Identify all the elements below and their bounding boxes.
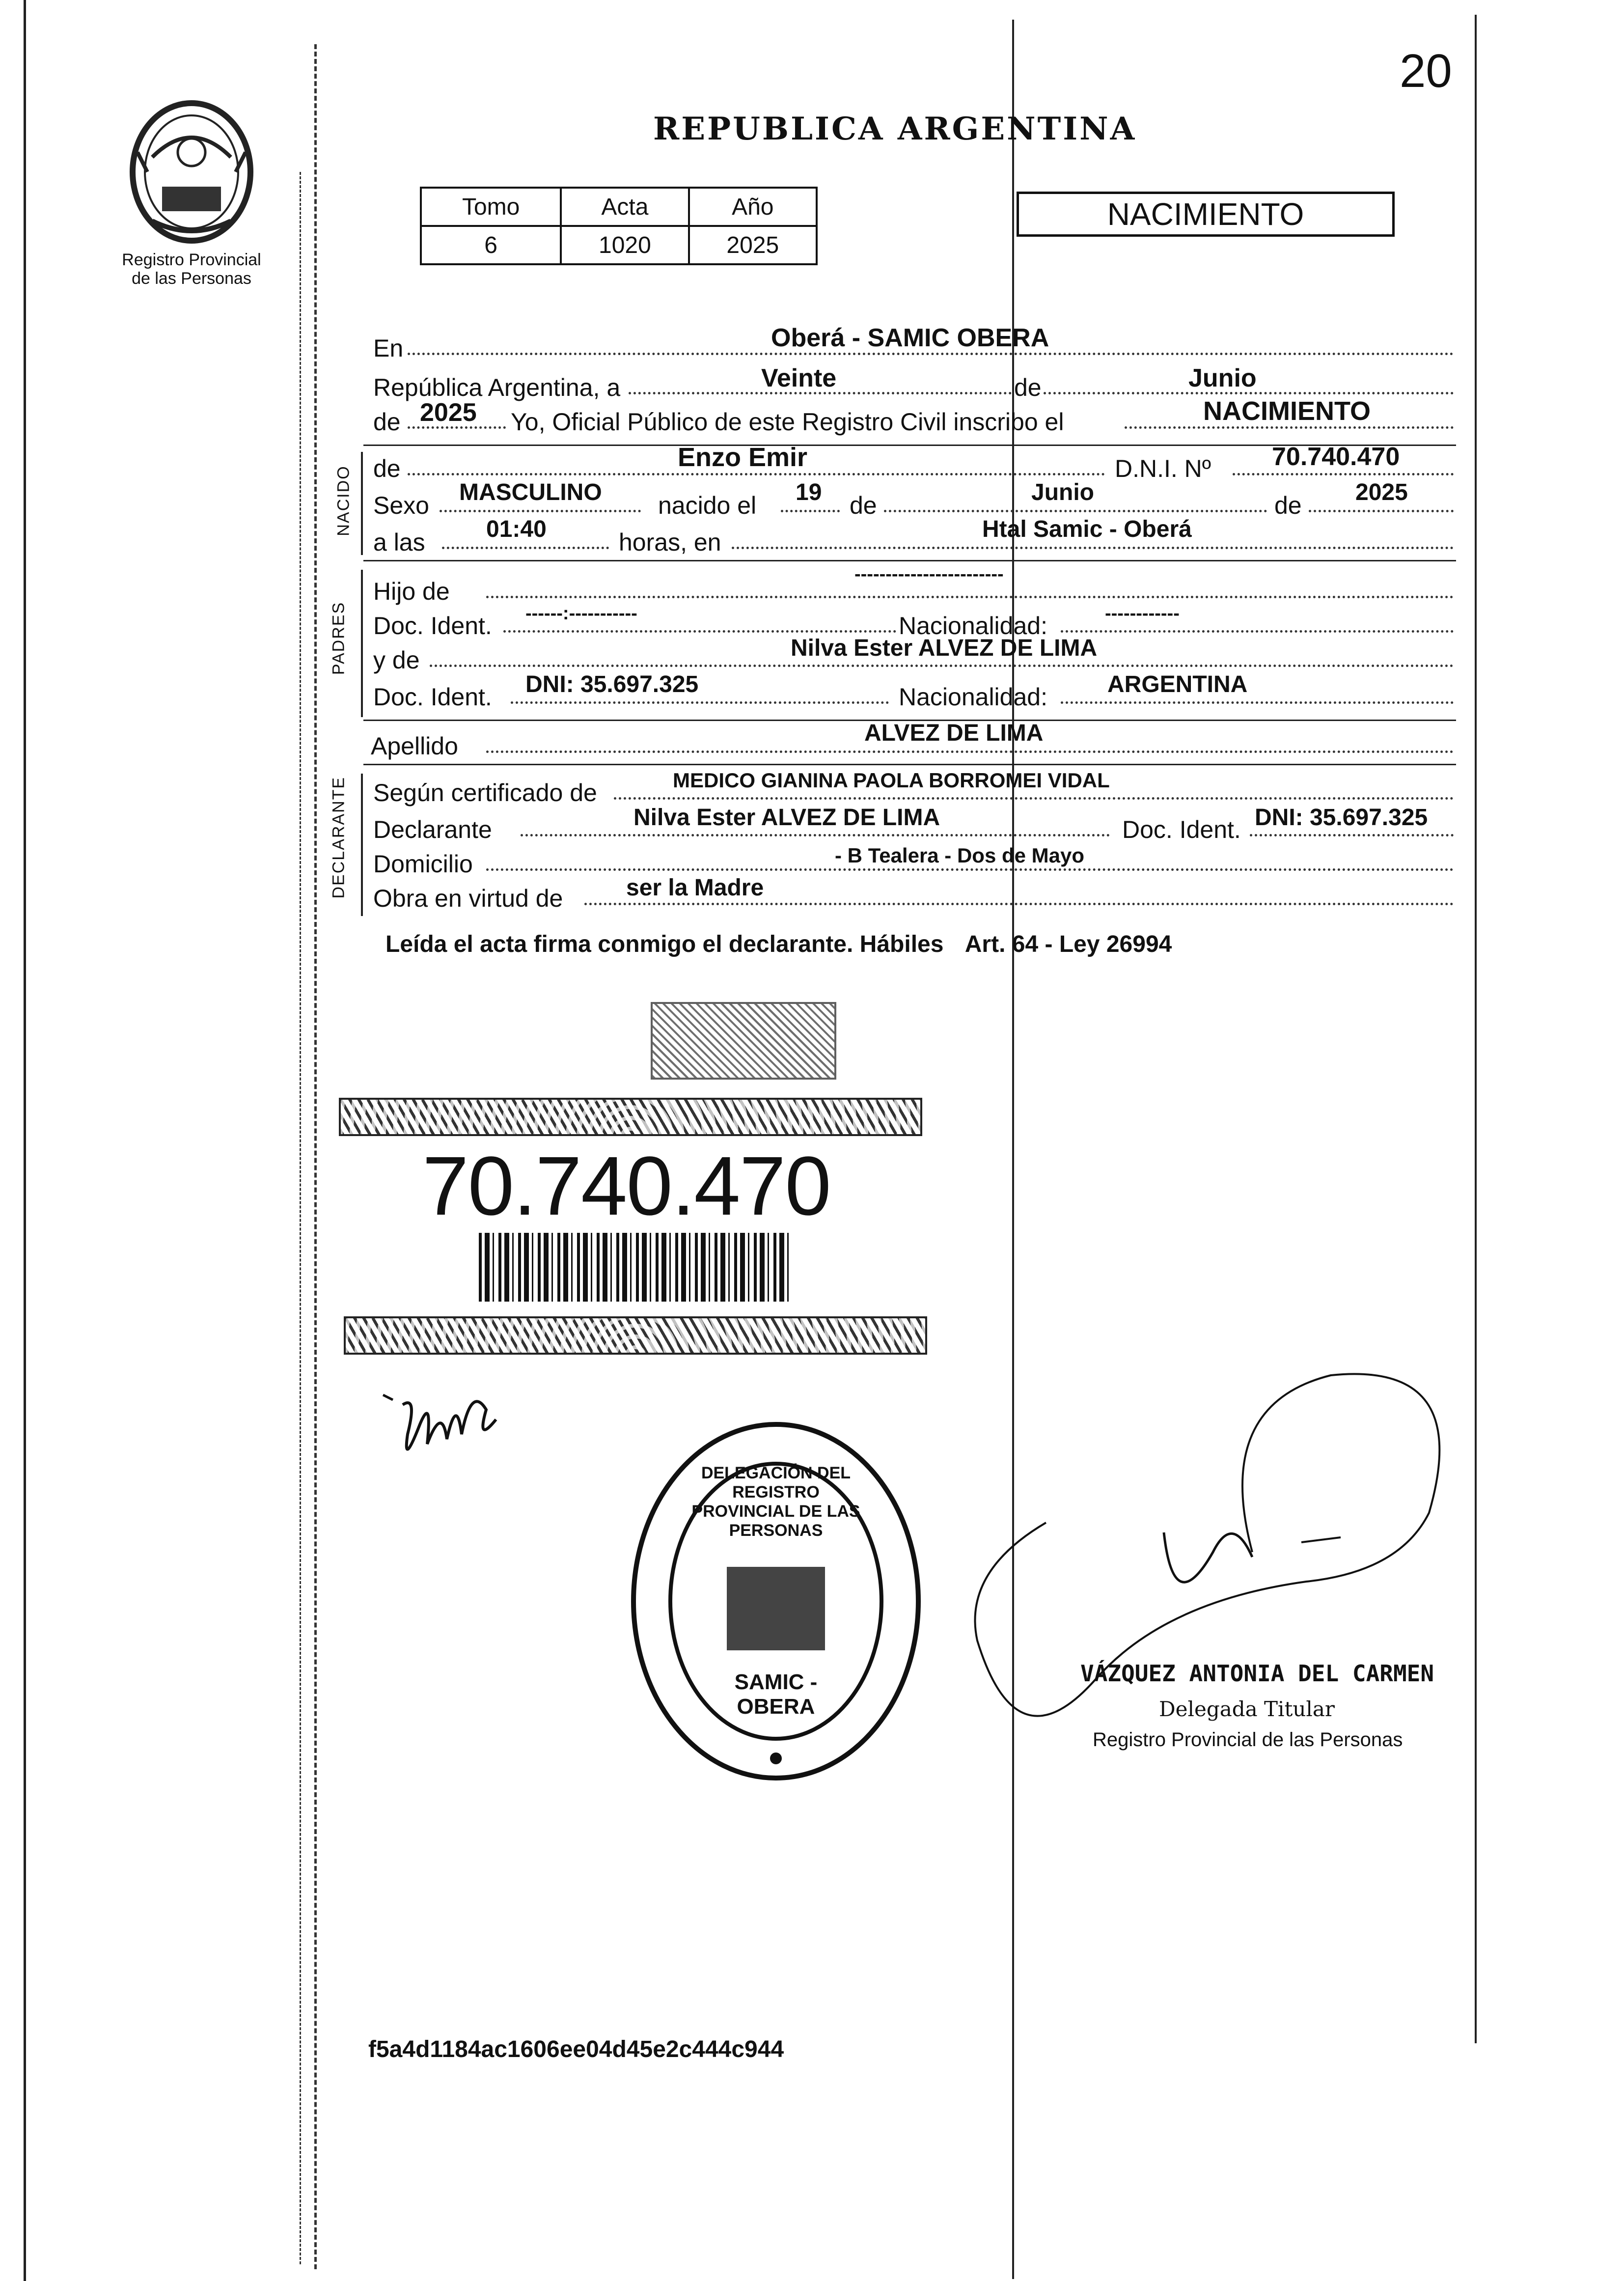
closing-law: Art. 64 - Ley 26994 — [964, 931, 1172, 957]
father-nac: ------------ — [1105, 603, 1180, 624]
child-dni: 70.740.470 — [1272, 443, 1400, 471]
obra-value: ser la Madre — [626, 875, 764, 901]
segun-label: Según certificado de — [373, 779, 597, 807]
round-stamp — [624, 1415, 928, 1788]
official-office: Registro Provincial de las Personas — [1093, 1729, 1403, 1751]
declarante-bracket — [361, 774, 363, 916]
domicilio-dots — [486, 868, 1454, 871]
father-doc-label: Doc. Ident. — [373, 612, 492, 640]
father-nac-label: Nacionalidad: — [899, 612, 1047, 640]
official-name: VÁZQUEZ ANTONIA DEL CARMEN — [1080, 1660, 1434, 1687]
security-hologram — [651, 1002, 836, 1080]
mother-name: Nilva Ester ALVEZ DE LIMA — [791, 635, 1098, 661]
left-dashed-line — [314, 44, 317, 2269]
page-number: 20 — [1400, 45, 1452, 97]
nacido-bracket — [361, 452, 363, 555]
mother-doc: DNI: 35.697.325 — [525, 671, 699, 697]
dni-dots — [1233, 473, 1454, 475]
birth-year-dots — [1309, 510, 1454, 512]
left-margin-line — [24, 0, 26, 2281]
mother-dots — [430, 665, 1454, 667]
birth-place: Htal Samic - Oberá — [982, 516, 1192, 542]
obra-dots — [584, 903, 1454, 905]
declarante-name-label: Declarante — [373, 816, 492, 843]
header-tomo: Tomo — [421, 188, 561, 226]
stamp-outer-text: DELEGACIÓN DEL REGISTRO PROVINCIAL DE LAS PERSONAS — [691, 1464, 860, 1540]
birth-year: 2025 — [1355, 479, 1408, 505]
apellido-divider — [363, 764, 1456, 765]
birth-month-dots — [884, 510, 1267, 512]
signature-left — [373, 1365, 521, 1483]
province-seal-icon — [118, 98, 265, 246]
birth-de2-label: de — [1274, 492, 1302, 519]
a-las-label: a las — [373, 529, 425, 556]
intro-year: 2025 — [420, 398, 477, 427]
country-title: REPUBLICA ARGENTINA — [653, 111, 1137, 147]
father-dots — [486, 596, 1454, 598]
event-dots — [1125, 426, 1454, 429]
declarante-doc-dots — [1250, 834, 1454, 836]
registry-line-2: de las Personas — [132, 269, 251, 288]
document-hash: f5a4d1184ac1606ee04d45e2c444c944 — [368, 2036, 784, 2062]
record-type-box: NACIMIENTO — [1017, 192, 1395, 237]
child-name: Enzo Emir — [678, 443, 808, 472]
header-ano: Año — [689, 188, 817, 226]
en-label: En — [373, 334, 404, 362]
place-dots — [732, 547, 1454, 549]
father-doc-dots — [503, 630, 896, 633]
father-name: ------------------------ — [854, 564, 1004, 584]
registry-line-1: Registro Provincial — [122, 250, 261, 269]
republica-label: República Argentina, a — [373, 374, 621, 401]
declarante-doc: DNI: 35.697.325 — [1255, 805, 1428, 831]
mother-nac-dots — [1061, 701, 1454, 704]
intro-month: Junio — [1188, 364, 1257, 392]
mother-nac-label: Nacionalidad: — [899, 683, 1047, 711]
apellido-label: Apellido — [371, 732, 458, 760]
father-nac-dots — [1061, 630, 1454, 633]
id-band-top — [339, 1098, 922, 1136]
stamp-inner-text: SAMIC - OBERA — [734, 1670, 818, 1719]
y-de-label: y de — [373, 646, 420, 674]
id-number: 70.740.470 — [422, 1140, 830, 1233]
mother-doc-dots — [511, 701, 889, 704]
nacido-de-label: de — [373, 455, 401, 482]
child-sexo: MASCULINO — [459, 479, 602, 505]
apellido-dots — [486, 751, 1454, 753]
declarante-doc-label: Doc. Ident. — [1122, 816, 1241, 843]
certificado-dots — [614, 797, 1454, 800]
certificado-value: MEDICO GIANINA PAOLA BORROMEI VIDAL — [673, 769, 1110, 792]
value-ano: 2025 — [689, 226, 817, 264]
value-tomo: 6 — [421, 226, 561, 264]
registry-label — [98, 250, 285, 288]
birth-day: 19 — [796, 479, 822, 505]
declarante-dots — [521, 834, 1110, 836]
hijo-de-label: Hijo de — [373, 578, 450, 605]
intro-de2-label: de — [373, 408, 401, 436]
nacido-label: NACIDO — [334, 465, 353, 536]
reference-header-row — [421, 188, 817, 226]
official-role: Delegada Titular — [1159, 1697, 1335, 1721]
mother-doc-label: Doc. Ident. — [373, 683, 492, 711]
closing-text — [385, 931, 1172, 958]
mother-nac: ARGENTINA — [1107, 671, 1248, 697]
value-acta: 1020 — [561, 226, 688, 264]
birth-day-dots — [781, 510, 840, 512]
declarante-value: Nilva Ester ALVEZ DE LIMA — [633, 805, 940, 831]
nacido-el-label: nacido el — [658, 492, 757, 519]
province-seal — [118, 98, 265, 246]
closing-sentence: Leída el acta firma conmigo el declarante. Hábiles — [385, 931, 944, 957]
intro-place: Oberá - SAMIC OBERA — [771, 324, 1049, 352]
birth-month: Junio — [1031, 479, 1094, 505]
domicilio-label: Domicilio — [373, 850, 473, 878]
birth-time: 01:40 — [486, 516, 547, 542]
declarante-label: DECLARANTE — [329, 776, 348, 899]
horas-label: horas, en — [619, 529, 721, 556]
sexo-label: Sexo — [373, 492, 429, 519]
en-dots — [408, 353, 1454, 355]
left-dashed-line-2 — [300, 172, 301, 2264]
id-band-bottom — [344, 1316, 927, 1355]
padres-bracket — [361, 570, 363, 717]
sexo-dots — [440, 510, 641, 512]
intro-event: NACIMIENTO — [1203, 396, 1371, 426]
fold-line — [1012, 20, 1014, 2279]
dni-label: D.N.I. Nº — [1115, 455, 1211, 482]
reference-value-row — [421, 226, 817, 264]
oficial-text: Yo, Oficial Público de este Registro Civil inscribo el — [511, 408, 1064, 436]
header-acta: Acta — [561, 188, 688, 226]
apellido-value: ALVEZ DE LIMA — [864, 720, 1044, 746]
father-doc: ------:----------- — [525, 603, 637, 624]
time-dots — [442, 547, 609, 549]
obra-label: Obra en virtud de — [373, 885, 563, 912]
intro-de-label: de — [1014, 374, 1042, 401]
domicilio-value: - B Tealera - Dos de Mayo — [835, 844, 1085, 867]
reference-table — [420, 187, 818, 265]
nacido-divider — [363, 560, 1456, 561]
intro-day: Veinte — [761, 364, 837, 392]
padres-label: PADRES — [329, 601, 348, 675]
barcode — [479, 1233, 793, 1302]
name-dots — [408, 473, 1105, 475]
birth-de-label: de — [850, 492, 877, 519]
